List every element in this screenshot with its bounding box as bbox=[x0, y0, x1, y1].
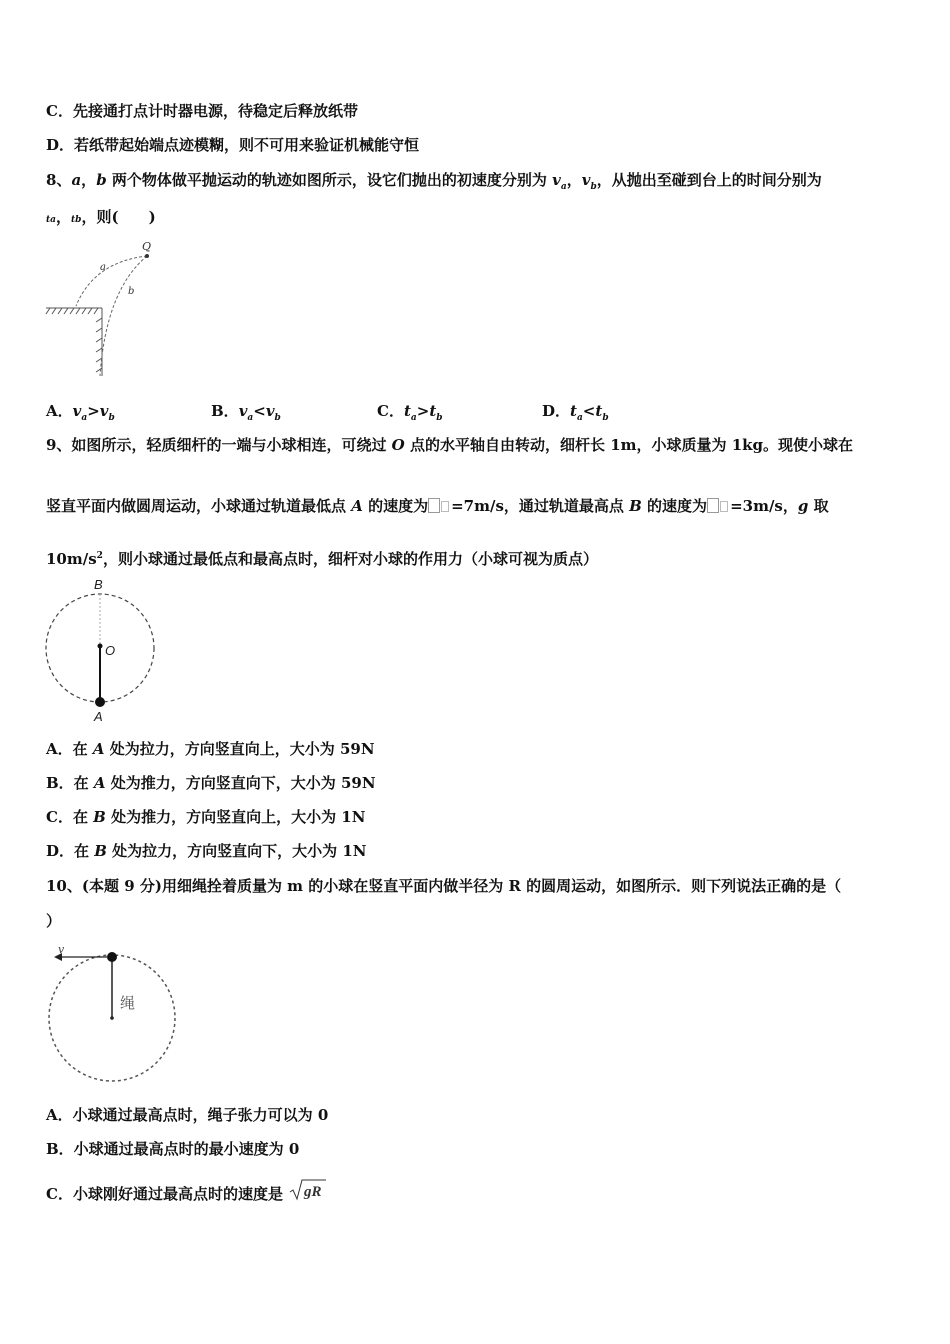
q9-option-a: A．在 A 处为拉力，方向竖直向上，大小为 59N bbox=[46, 740, 375, 758]
q10-circle-figure bbox=[44, 940, 180, 1085]
q8-option-a: A．$v_a>v_b$ bbox=[46, 402, 115, 423]
q10-stem-line1: 10、(本题 9 分)用细绳拴着质量为 m 的小球在竖直平面内做半径为 R 的圆周运动，如图所示．则下列说法正确的是（ bbox=[46, 877, 842, 895]
q8-option-b: B．$v_a<v_b$ bbox=[211, 402, 281, 423]
q9-stem-line3: $10m/s^2$，则小球通过最低点和最高点时，细杆对小球的作用力（小球可视为质点） bbox=[46, 550, 598, 568]
q8-option-d: D．$t_a<t_b$ bbox=[542, 402, 609, 423]
q8-stem-cont: ta，tb，则( ) bbox=[46, 208, 156, 226]
q10-stem-line2: ） bbox=[46, 912, 62, 930]
q9-option-b: B．在 A 处为推力，方向竖直向下，大小为 59N bbox=[46, 774, 376, 792]
q9-circle-figure bbox=[40, 574, 164, 726]
q9-option-c: C．在 B 处为推力，方向竖直向上，大小为 1N bbox=[46, 808, 366, 826]
q10-option-b: B．小球通过最高点时的最小速度为 0 bbox=[46, 1140, 300, 1158]
q10-fig-label-v: v bbox=[58, 943, 65, 956]
sqrt-gr-text: gR bbox=[304, 1184, 322, 1200]
q9-stem-line2: 竖直平面内做圆周运动，小球通过轨道最低点 A 的速度为 =7m/s，通过轨道最高点 B 的速度为 =3m/s，g 取 bbox=[46, 497, 829, 515]
q9-fig-label-o: O bbox=[105, 643, 116, 658]
q8-fig-label-q: Q bbox=[142, 240, 152, 253]
q8-option-c: C．$t_a>t_b$ bbox=[377, 402, 443, 423]
q9-stem-line1: 9、如图所示，轻质细杆的一端与小球相连，可绕过 O 点的水平轴自由转动，细杆长 1m，小球质量为 1kg。现使小球在 bbox=[46, 436, 854, 454]
sqrt-gr-expression bbox=[288, 1177, 328, 1203]
q9-fig-label-b: B bbox=[94, 577, 103, 592]
q10-option-c: C．小球刚好通过最高点时的速度是 gR bbox=[46, 1177, 328, 1204]
q9-fig-label-a: A bbox=[94, 709, 103, 724]
q10-option-a: A．小球通过最高点时，绳子张力可以为 0 bbox=[46, 1106, 329, 1124]
q9-option-d: D．在 B 处为拉力，方向竖直向下，大小为 1N bbox=[46, 842, 367, 860]
q10-fig-label-rope: 绳 bbox=[120, 994, 136, 1012]
q7-option-c: C．先接通打点计时器电源，待稳定后释放纸带 bbox=[46, 102, 358, 120]
q8-fig-label-a: a bbox=[100, 262, 106, 273]
q8-trajectory-figure bbox=[44, 238, 164, 380]
q8-fig-label-b: b bbox=[128, 286, 135, 297]
q7-option-d: D．若纸带起始端点迹模糊，则不可用来验证机械能守恒 bbox=[46, 136, 420, 154]
q8-stem: 8、a，b 两个物体做平抛运动的轨迹如图所示，设它们抛出的初速度分别为 $v_a$，$v_b$，从抛出至碰到台上的时间分别为 bbox=[46, 171, 822, 192]
